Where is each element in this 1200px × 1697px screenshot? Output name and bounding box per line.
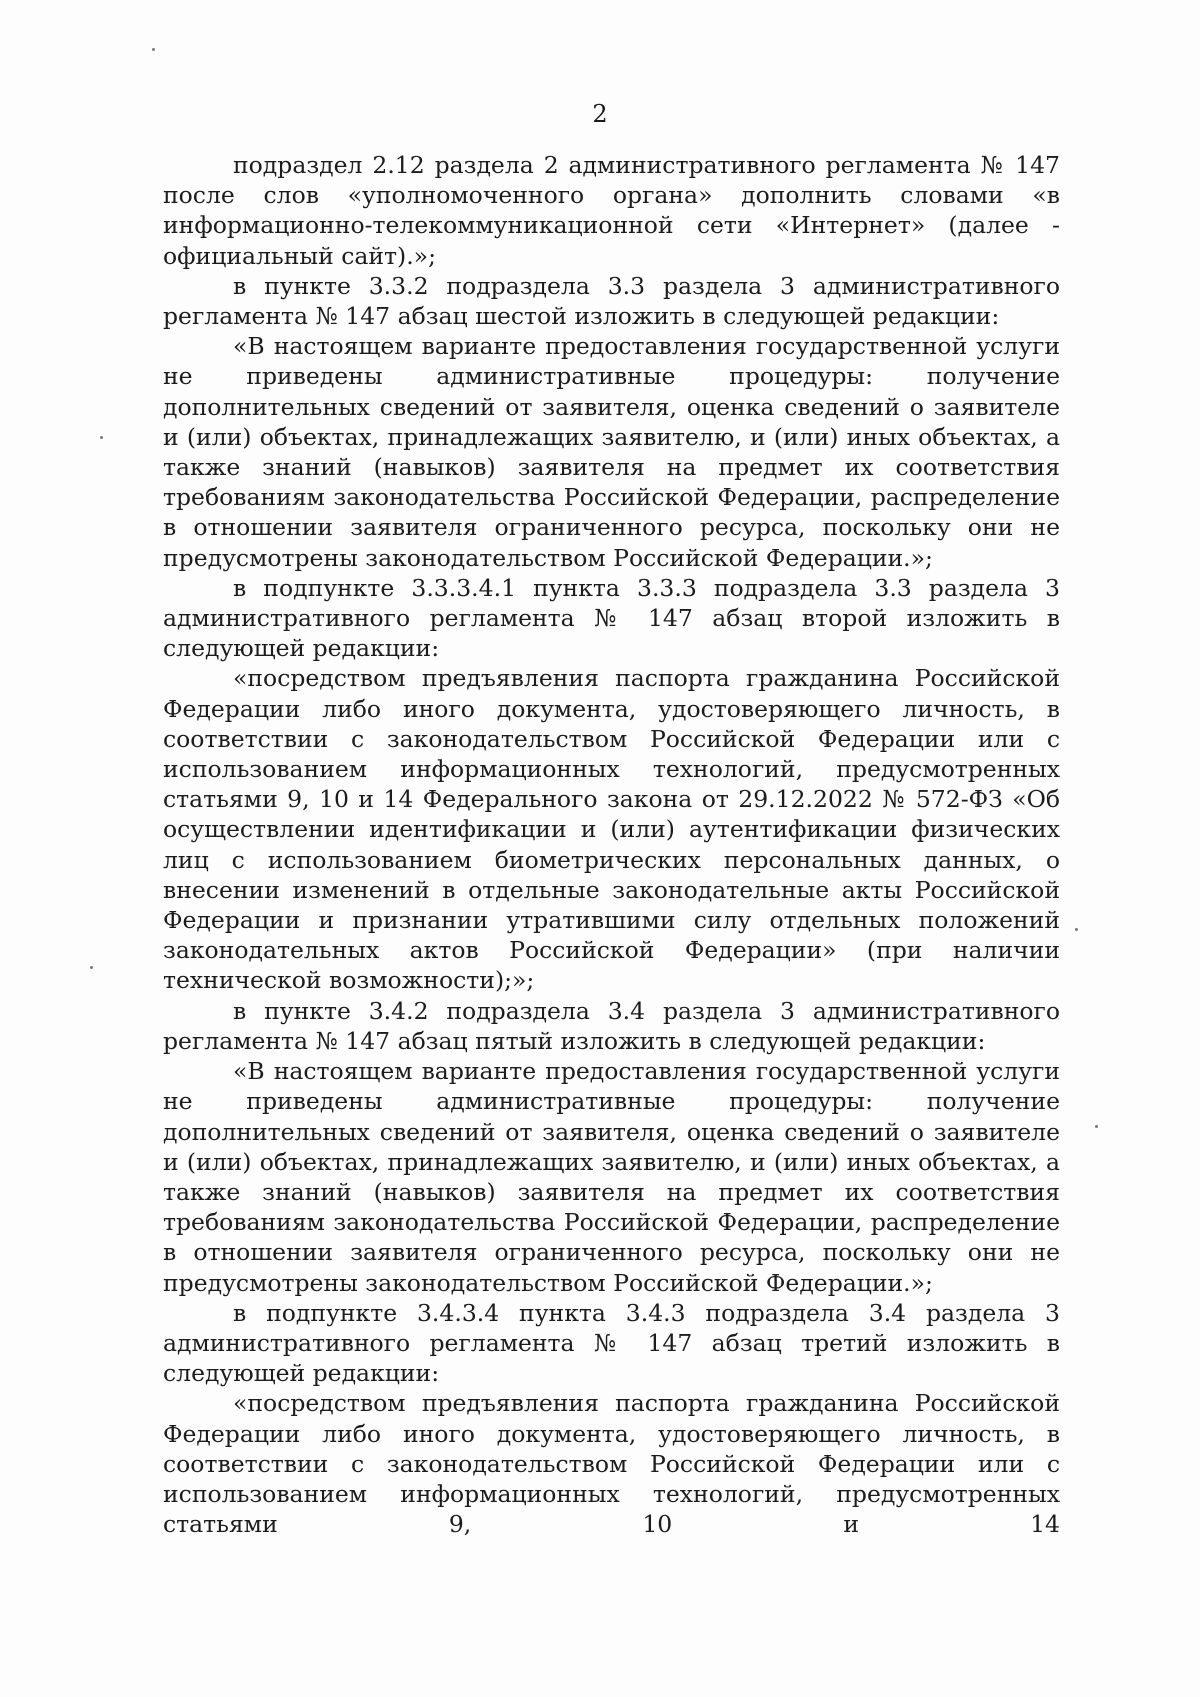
paragraph-quote-3-3-2: «В настоящем варианте предоставления государственной услуги не приведены административные процедуры: получение дополнительных сведений от заявителя, оценка сведений о заявителе и (или) объектах, принадлежащих заявителю, и (или) иных объектах, а также знаний (навыков) заявителя на предмет их соответствия требованиям законодательства Российской Федерации, распределение в отношении заявителя ограниченного ресурса, поскольку они не предусмотрены законодательством Российской Федерации.»; <box>163 332 1060 572</box>
scan-speck <box>152 48 155 51</box>
page-number: 2 <box>592 100 608 128</box>
scan-speck <box>1095 1125 1098 1128</box>
paragraph-quote-3-4-3-4: «посредством предъявления паспорта гражданина Российской Федерации либо иного документа, удостоверяющего личность, в соответствии с законодательством Российской Федерации или с использованием информационных технологий, предусмотренных статьями 9, 10 и 14 <box>163 1389 1060 1539</box>
paragraph-item-3-4-2: в пункте 3.4.2 подраздела 3.4 раздела 3 административного регламента № 147 абзац пятый изложить в следующей редакции: <box>163 996 1060 1055</box>
scan-speck <box>90 966 93 969</box>
paragraph-subitem-3-3-3-4-1: в подпункте 3.3.3.4.1 пункта 3.3.3 подраздела 3.3 раздела 3 административного регламента № 147 абзац второй изложить в следующей редакции: <box>163 573 1060 663</box>
paragraph-quote-3-3-3-4-1: «посредством предъявления паспорта гражданина Российской Федерации либо иного документа, удостоверяющего личность, в соответствии с законодательством Российской Федерации или с использованием информационных технологий, предусмотренных статьями 9, 10 и 14 Федерального закона от 29.12.2022 № 572-ФЗ «Об осуществлении идентификации и (или) аутентификации физических лиц с использованием биометрических персональных данных, о внесении изменений в отдельные законодательные акты Российской Федерации и признании утратившими силу отдельных положений законодательных актов Российской Федерации» (при наличии технической возможности);»; <box>163 664 1060 995</box>
paragraph-subsection-2-12: подраздел 2.12 раздела 2 административного регламента № 147 после слов «уполномоченного органа» дополнить словами «в информационно-телекоммуникационной сети «Интернет» (далее - официальный сайт).»; <box>163 151 1060 270</box>
scan-speck <box>100 436 103 439</box>
document-body <box>163 150 1060 1539</box>
paragraph-quote-3-4-2: «В настоящем варианте предоставления государственной услуги не приведены административные процедуры: получение дополнительных сведений от заявителя, оценка сведений о заявителе и (или) объектах, принадлежащих заявителю, и (или) иных объектах, а также знаний (навыков) заявителя на предмет их соответствия требованиям законодательства Российской Федерации, распределение в отношении заявителя ограниченного ресурса, поскольку они не предусмотрены законодательством Российской Федерации.»; <box>163 1057 1060 1297</box>
paragraph-item-3-3-2: в пункте 3.3.2 подраздела 3.3 раздела 3 административного регламента № 147 абзац шестой изложить в следующей редакции: <box>163 271 1060 331</box>
scan-speck <box>1075 928 1078 931</box>
paragraph-subitem-3-4-3-4: в подпункте 3.4.3.4 пункта 3.4.3 подраздела 3.4 раздела 3 административного регламента № 147 абзац третий изложить в следующей редакции: <box>163 1298 1060 1388</box>
